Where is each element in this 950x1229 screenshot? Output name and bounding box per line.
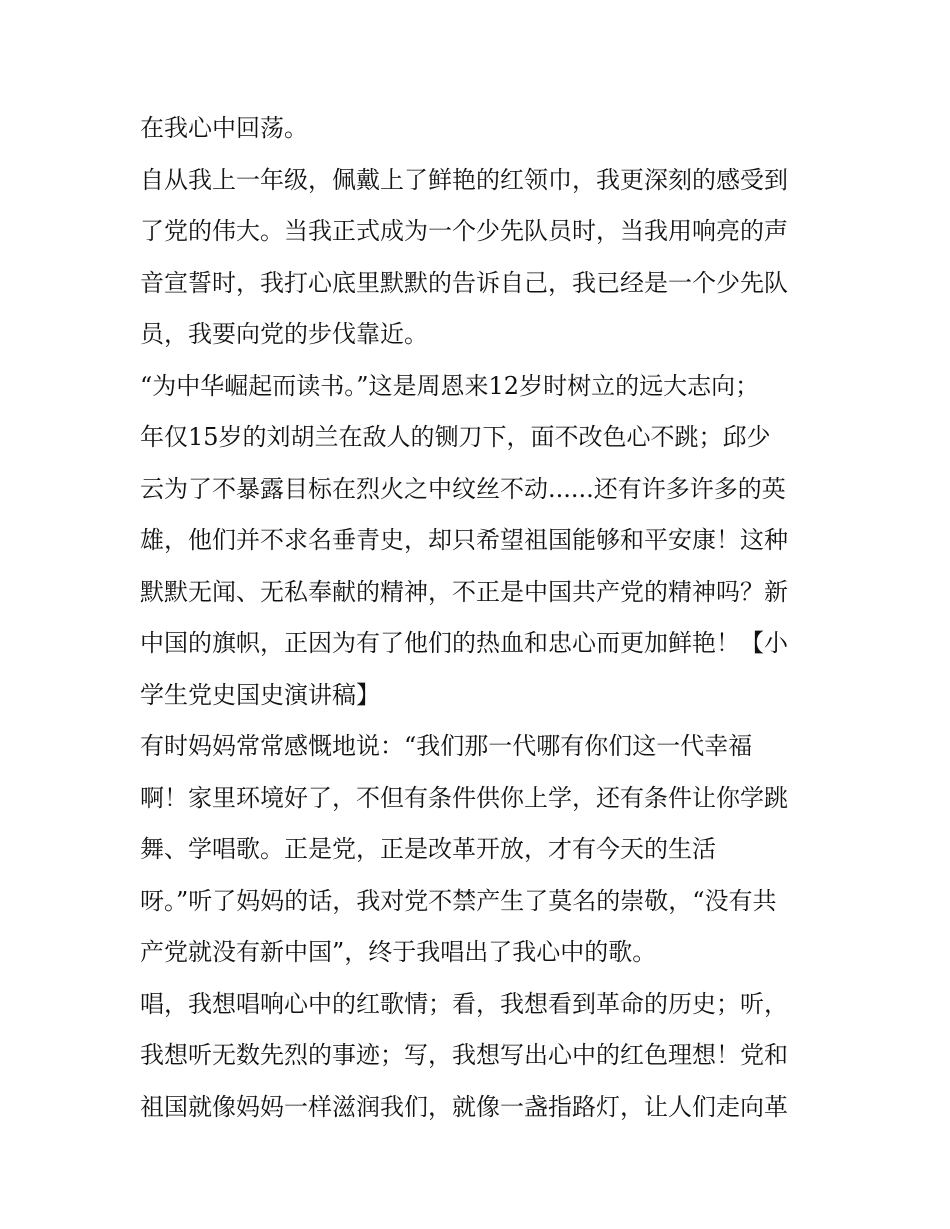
text-line: “为中华崛起而读书。”这是周恩来12岁时树立的远大志向； xyxy=(140,371,760,400)
text-line: 员，我要向党的步伐靠近。 xyxy=(140,320,428,348)
text-line: 中国的旗帜，正因为有了他们的热血和忠心而更加鲜艳！【小 xyxy=(140,629,788,657)
text-line: 在我心中回荡。 xyxy=(140,114,308,142)
text-line: 音宣誓时，我打心底里默默的告诉自己，我已经是一个少先队 xyxy=(140,268,788,297)
text-line: 了党的伟大。当我正式成为一个少先队员时，当我用响亮的声 xyxy=(140,217,788,245)
text-line: 祖国就像妈妈一样滋润我们，就像一盏指路灯，让人们走向革 xyxy=(140,1092,788,1121)
text-line: 雄，他们并不求名垂青史，却只希望祖国能够和平安康！这种 xyxy=(140,526,788,554)
text-line: 默默无闻、无私奉献的精神，不正是中国共产党的精神吗？新 xyxy=(140,577,788,606)
text-line: 啊！家里环境好了，不但有条件供你上学，还有条件让你学跳 xyxy=(140,783,788,812)
text-line: 有时妈妈常常感慨地说：“我们那一代哪有你们这一代幸福 xyxy=(140,732,753,760)
text-line: 产党就没有新中国”，终于我唱出了我心中的歌。 xyxy=(140,938,657,966)
document-body xyxy=(140,103,820,1133)
text-line: 年仅15岁的刘胡兰在敌人的铡刀下，面不改色心不跳；邱少 xyxy=(140,423,771,451)
text-line: 自从我上一年级，佩戴上了鲜艳的红领巾，我更深刻的感受到 xyxy=(140,165,788,194)
text-line: 舞、学唱歌。正是党，正是改革开放，才有今天的生活 xyxy=(140,835,716,863)
text-line: 我想听无数先烈的事迹；写，我想写出心中的红色理想！党和 xyxy=(140,1041,788,1069)
text-line: 唱，我想唱响心中的红歌情；看，我想看到革命的历史；听， xyxy=(140,989,788,1018)
text-line: 学生党史国史演讲稿】 xyxy=(140,680,380,709)
text-line: 云为了不暴露目标在烈火之中纹丝不动......还有许多许多的英 xyxy=(140,474,786,503)
text-line: 呀。”听了妈妈的话，我对党不禁产生了莫名的崇敬，“没有共 xyxy=(140,886,777,915)
